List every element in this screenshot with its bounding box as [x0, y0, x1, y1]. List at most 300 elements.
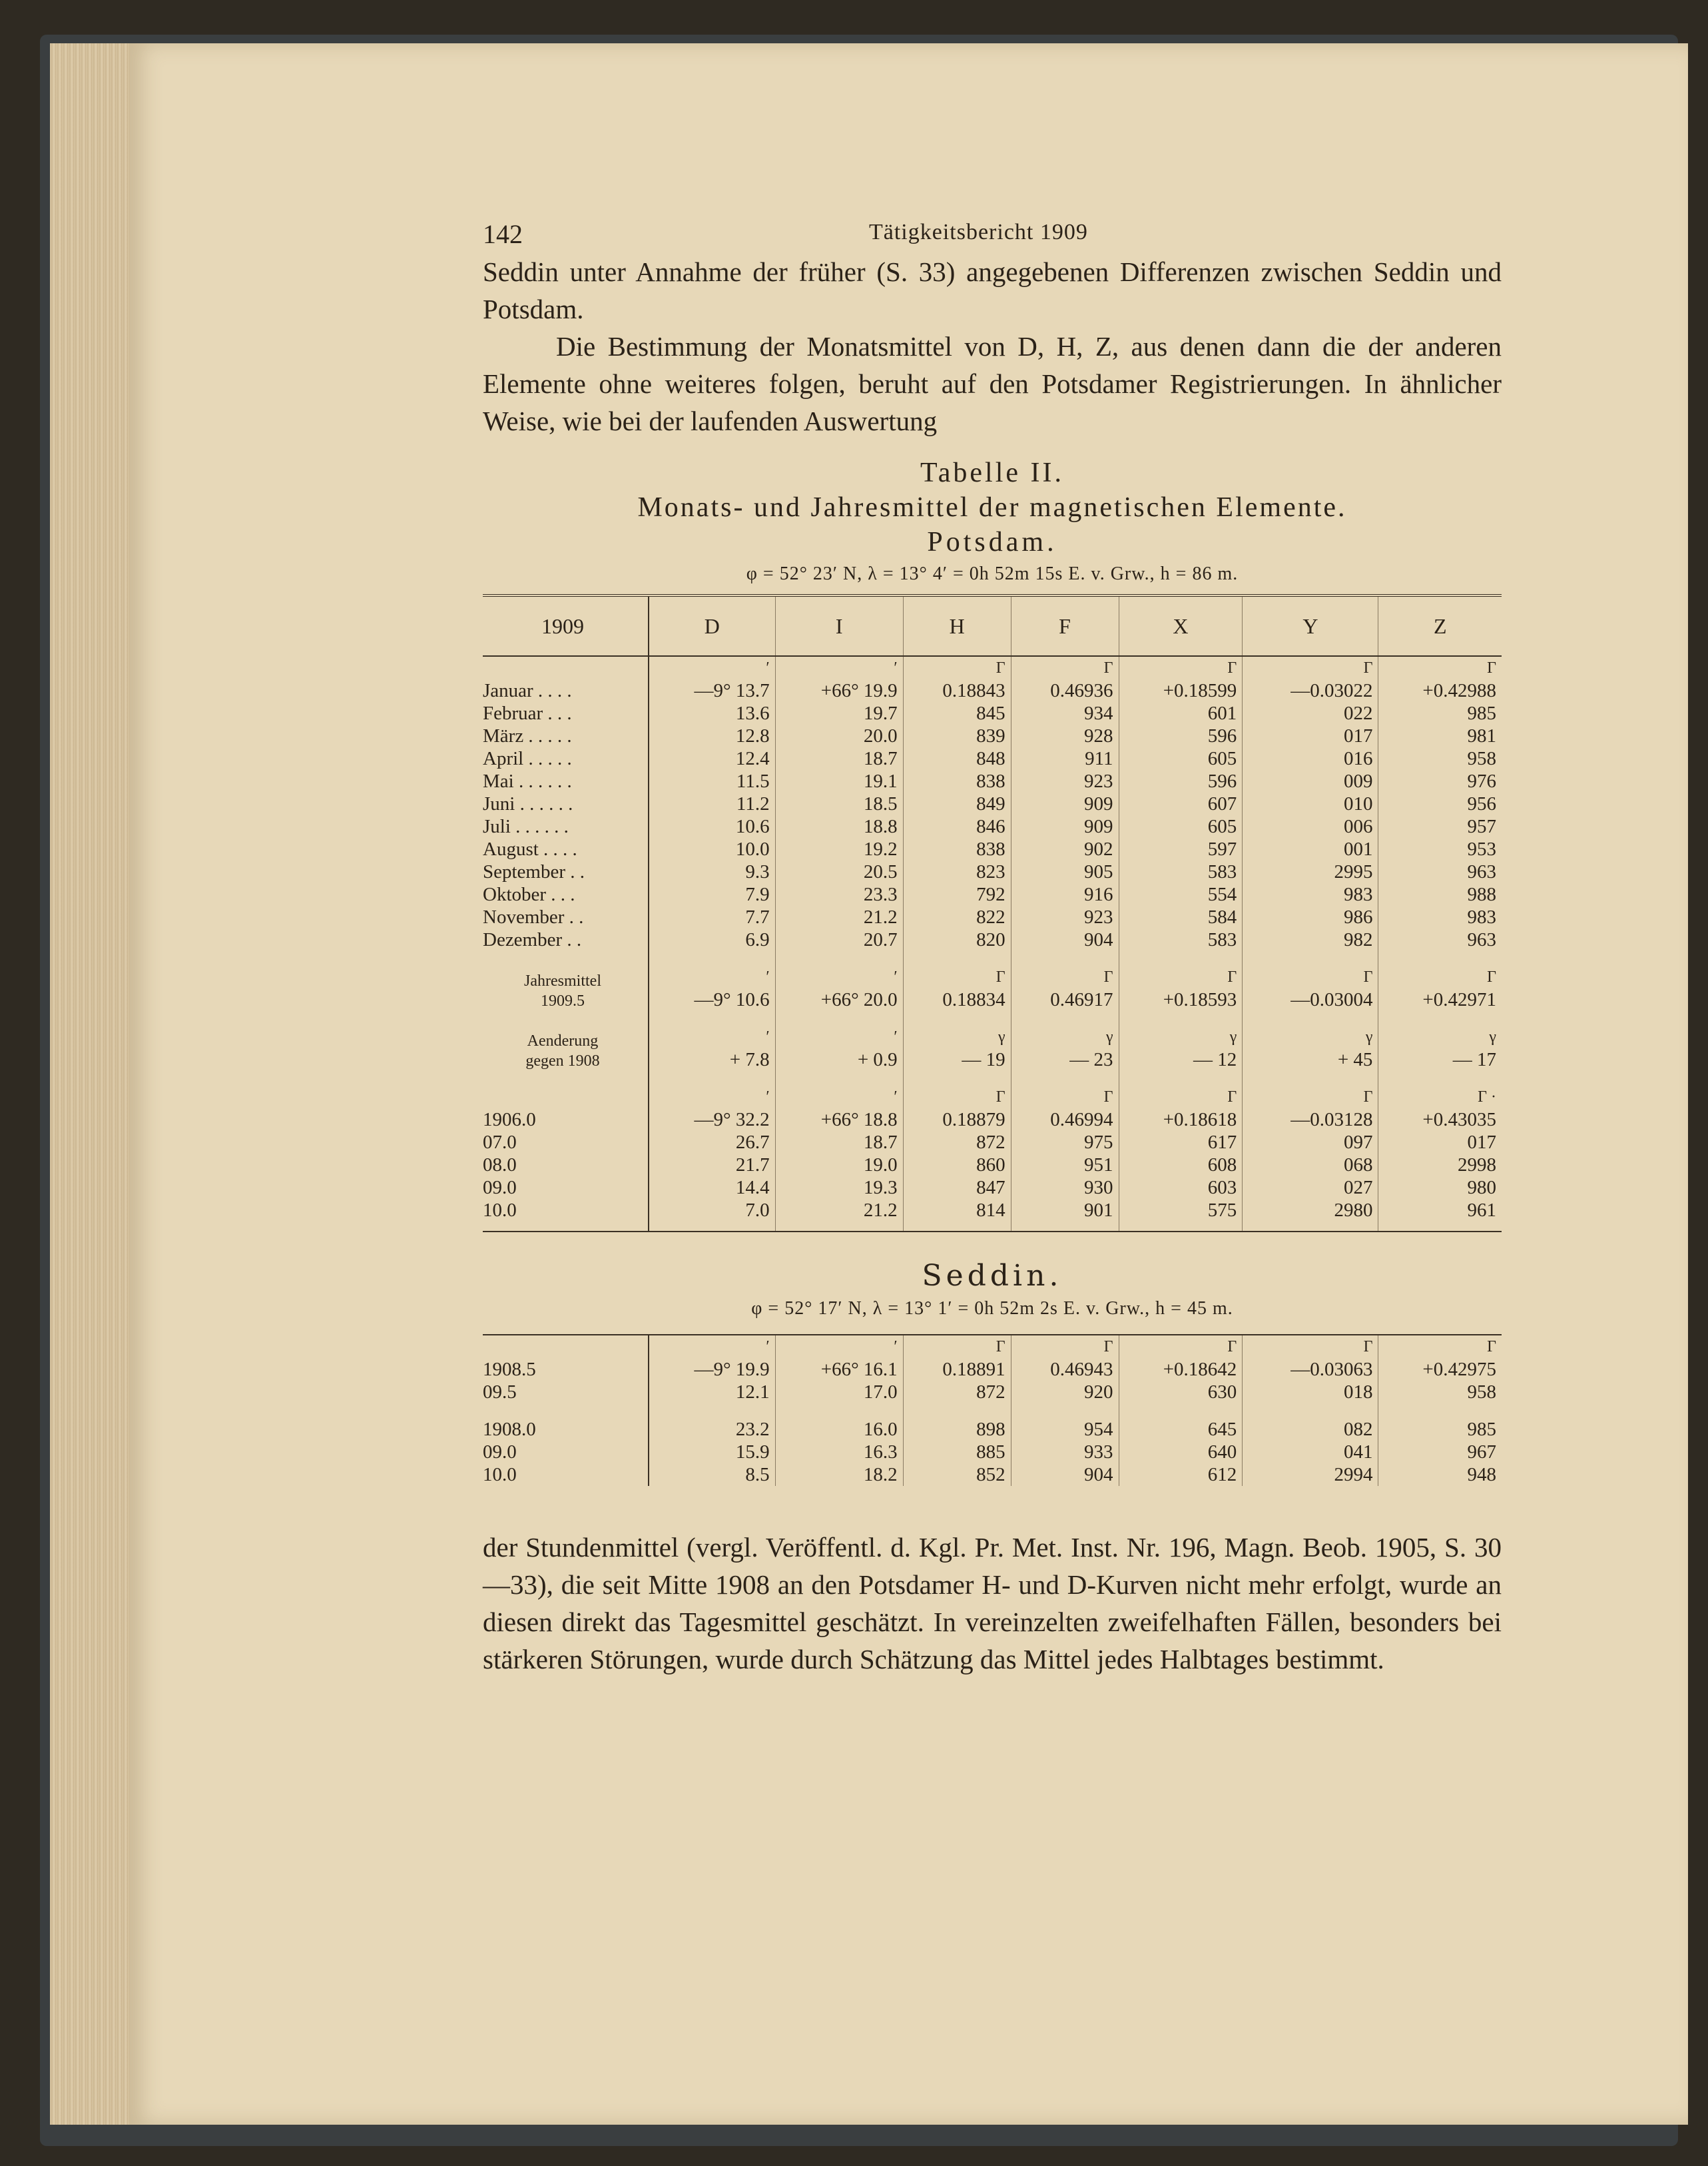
- spacer-cell: [1119, 1222, 1243, 1232]
- table-cell: 911: [1011, 747, 1119, 770]
- value-cell: + 45: [1243, 1048, 1378, 1071]
- annual-mean-row-label: [483, 966, 649, 1011]
- table-cell: 645: [1119, 1418, 1243, 1441]
- table-cell: +66° 18.8: [775, 1108, 903, 1131]
- spacer-cell: [483, 1222, 649, 1232]
- table-cell: 983: [1243, 883, 1378, 906]
- value-cell: +0.42971: [1378, 988, 1502, 1011]
- table-cell: +0.18642: [1119, 1358, 1243, 1381]
- table-cell: 838: [903, 838, 1011, 861]
- annual-mean-row-label-2: 1909.5: [541, 992, 585, 1010]
- table-cell: 097: [1243, 1131, 1378, 1154]
- table-cell: 010: [1243, 793, 1378, 815]
- table-cell: Dezember . .: [483, 929, 582, 950]
- table-cell: 839: [903, 725, 1011, 747]
- station-name: Potsdam.: [927, 527, 1057, 557]
- table-cell: 006: [1243, 815, 1378, 838]
- spacer-cell: [483, 1071, 649, 1086]
- unit-cell: Γ: [1011, 656, 1119, 679]
- table-cell: 0.18879: [903, 1108, 1011, 1131]
- table-cell: 0.46943: [1011, 1358, 1119, 1381]
- table-cell: 23.3: [775, 883, 903, 906]
- table-cell: 583: [1119, 928, 1243, 951]
- table-cell: 2995: [1243, 861, 1378, 883]
- change-row-units: [483, 1026, 1502, 1048]
- month-row: [483, 770, 1502, 793]
- unit-cell: Γ: [1243, 1086, 1378, 1108]
- page-edges: [50, 43, 143, 2125]
- table-cell: 963: [1378, 928, 1502, 951]
- table-cell: Januar . . . .: [483, 680, 572, 701]
- spacer-cell: [775, 1071, 903, 1086]
- table-cell: 19.3: [775, 1176, 903, 1199]
- table-cell: 554: [1119, 883, 1243, 906]
- table-cell: +66° 19.9: [775, 679, 903, 702]
- table-cell: 902: [1011, 838, 1119, 861]
- table-cell: Juni . . . . . .: [483, 793, 573, 815]
- spacer-cell: [483, 1011, 649, 1026]
- table-cell: 608: [1119, 1154, 1243, 1176]
- table-cell: 822: [903, 906, 1011, 928]
- table-cell: 19.1: [775, 770, 903, 793]
- unit-cell: γ: [1243, 1026, 1378, 1048]
- spacer-cell: [1011, 1403, 1119, 1418]
- value-cell: —0.03004: [1243, 988, 1378, 1011]
- unit-cell: γ: [1378, 1026, 1502, 1048]
- unit-cell: [483, 656, 649, 679]
- running-header: [483, 213, 1502, 253]
- spacer-cell: [649, 951, 775, 966]
- spacer-cell: [1243, 1403, 1378, 1418]
- value-cell: —9° 10.6: [649, 988, 775, 1011]
- table-cell: 15.9: [649, 1441, 775, 1463]
- unit-cell: Γ: [1119, 1335, 1243, 1358]
- table-cell: Februar . . .: [483, 703, 572, 724]
- table-cell: 923: [1011, 770, 1119, 793]
- row-gap: [483, 1011, 1502, 1026]
- unit-cell: γ: [903, 1026, 1011, 1048]
- spacer-cell: [1378, 951, 1502, 966]
- table-cell: 09.0: [483, 1441, 517, 1463]
- table-cell: 933: [1011, 1441, 1119, 1463]
- unit-cell: Γ: [1011, 1086, 1119, 1108]
- spacer-cell: [1378, 1071, 1502, 1086]
- seddin-unit-row: [483, 1335, 1502, 1358]
- table-cell: 1908.0: [483, 1419, 536, 1440]
- value-cell: — 19: [903, 1048, 1011, 1071]
- spacer-cell: [903, 951, 1011, 966]
- table-cell: 11.2: [649, 793, 775, 815]
- page-content: [483, 213, 1502, 1678]
- seddin-coordinates: φ = 52° 17′ N, λ = 13° 1′ = 0h 52m 2s E. v. Grw., h = 45 m.: [751, 1298, 1233, 1319]
- table-cell: 10.0: [649, 838, 775, 861]
- unit-cell: ′: [649, 1335, 775, 1358]
- value-cell: + 7.8: [649, 1048, 775, 1071]
- seddin-row: [483, 1441, 1502, 1463]
- month-row: [483, 906, 1502, 928]
- table-cell: 605: [1119, 815, 1243, 838]
- month-row: [483, 815, 1502, 838]
- table-cell: 07.0: [483, 1132, 517, 1153]
- seddin-row: [483, 1463, 1502, 1486]
- table-cell: 985: [1378, 702, 1502, 725]
- spacer-cell: [649, 1403, 775, 1418]
- table-cell: 630: [1119, 1381, 1243, 1403]
- table-cell: —9° 32.2: [649, 1108, 775, 1131]
- table-cell: 18.2: [775, 1463, 903, 1486]
- column-header: F: [1011, 597, 1119, 656]
- unit-cell: ′: [775, 1335, 903, 1358]
- table-cell: 792: [903, 883, 1011, 906]
- spacer-cell: [1119, 1011, 1243, 1026]
- table-cell: 08.0: [483, 1154, 517, 1176]
- table-cell: 846: [903, 815, 1011, 838]
- month-row: [483, 679, 1502, 702]
- table-cell: 640: [1119, 1441, 1243, 1463]
- table-cell: 10.0: [483, 1200, 517, 1221]
- table-cell: 18.7: [775, 747, 903, 770]
- table-cell: 934: [1011, 702, 1119, 725]
- month-row: [483, 928, 1502, 951]
- table-cell: März . . . . .: [483, 725, 572, 747]
- table-cell: 848: [903, 747, 1011, 770]
- spacer-cell: [1243, 1222, 1378, 1232]
- spacer-cell: [903, 1011, 1011, 1026]
- spacer-cell: [1378, 1222, 1502, 1232]
- table-cell: 16.0: [775, 1418, 903, 1441]
- table-cell: 26.7: [649, 1131, 775, 1154]
- spacer-cell: [649, 1071, 775, 1086]
- column-header: Y: [1243, 597, 1378, 656]
- spacer-cell: [1119, 951, 1243, 966]
- value-cell: 0.46917: [1011, 988, 1119, 1011]
- year-row: [483, 1154, 1502, 1176]
- table-cell: 956: [1378, 793, 1502, 815]
- table-cell: 583: [1119, 861, 1243, 883]
- seddin-row: [483, 1358, 1502, 1381]
- unit-cell: Γ: [1011, 966, 1119, 988]
- table-cell: 1908.5: [483, 1359, 536, 1380]
- table-cell: 981: [1378, 725, 1502, 747]
- unit-cell: Γ ·: [1378, 1086, 1502, 1108]
- table-cell: 601: [1119, 702, 1243, 725]
- unit-cell: Γ: [903, 1335, 1011, 1358]
- table-cell: 2998: [1378, 1154, 1502, 1176]
- unit-cell: Γ: [903, 656, 1011, 679]
- table-cell: 849: [903, 793, 1011, 815]
- spacer-cell: [775, 951, 903, 966]
- page-number: 142: [483, 219, 523, 249]
- table-cell: 958: [1378, 1381, 1502, 1403]
- table-cell: Mai . . . . . .: [483, 771, 572, 792]
- table-cell: 11.5: [649, 770, 775, 793]
- table-cell: 845: [903, 702, 1011, 725]
- table-cell: 838: [903, 770, 1011, 793]
- spacer-cell: [1378, 1403, 1502, 1418]
- table-cell: 967: [1378, 1441, 1502, 1463]
- table-cell: 872: [903, 1381, 1011, 1403]
- unit-cell: Γ: [903, 966, 1011, 988]
- unit-cell: [483, 1086, 649, 1108]
- table-cell: +0.18599: [1119, 679, 1243, 702]
- spacer-cell: [1011, 1222, 1119, 1232]
- table-cell: 928: [1011, 725, 1119, 747]
- column-header: X: [1119, 597, 1243, 656]
- table-cell: 022: [1243, 702, 1378, 725]
- running-title: Tätigkeitsbericht 1909: [869, 220, 1088, 244]
- table-cell: —0.03022: [1243, 679, 1378, 702]
- table-bottom-rule: [483, 1222, 1502, 1232]
- table-cell: 885: [903, 1441, 1011, 1463]
- unit-cell: Γ: [1243, 656, 1378, 679]
- table-cell: 605: [1119, 747, 1243, 770]
- year-row: [483, 1108, 1502, 1131]
- table-cell: April . . . . .: [483, 748, 572, 769]
- seddin-row: [483, 1381, 1502, 1403]
- table-cell: 985: [1378, 1418, 1502, 1441]
- spacer-cell: [903, 1071, 1011, 1086]
- spacer-cell: [1011, 951, 1119, 966]
- yearly-unit-row: [483, 1086, 1502, 1108]
- table-cell: 823: [903, 861, 1011, 883]
- unit-cell: Γ: [1243, 1335, 1378, 1358]
- unit-cell: [483, 1335, 649, 1358]
- value-cell: 0.18834: [903, 988, 1011, 1011]
- table-cell: +0.18618: [1119, 1108, 1243, 1131]
- table-cell: 009: [1243, 770, 1378, 793]
- table-cell: 920: [1011, 1381, 1119, 1403]
- table-cell: 986: [1243, 906, 1378, 928]
- table-cell: 901: [1011, 1199, 1119, 1222]
- spacer-cell: [483, 1403, 649, 1418]
- unit-cell: ′: [775, 966, 903, 988]
- month-row: [483, 747, 1502, 770]
- unit-row: [483, 656, 1502, 679]
- table-cell: 930: [1011, 1176, 1119, 1199]
- table-cell: 09.0: [483, 1177, 517, 1198]
- table-cell: 7.0: [649, 1199, 775, 1222]
- table-cell: +0.43035: [1378, 1108, 1502, 1131]
- table-cell: 0.18891: [903, 1358, 1011, 1381]
- table-cell: 10.0: [483, 1464, 517, 1485]
- change-row-label: [483, 1026, 649, 1071]
- spacer-cell: [1243, 1071, 1378, 1086]
- table-cell: 8.5: [649, 1463, 775, 1486]
- table-cell: 951: [1011, 1154, 1119, 1176]
- table-cell: 10.6: [649, 815, 775, 838]
- station-coordinates: φ = 52° 23′ N, λ = 13° 4′ = 0h 52m 15s E. v. Grw., h = 86 m.: [746, 563, 1239, 584]
- unit-cell: ′: [775, 1086, 903, 1108]
- spacer-cell: [1011, 1011, 1119, 1026]
- table-cell: 12.8: [649, 725, 775, 747]
- table-cell: 19.2: [775, 838, 903, 861]
- table-cell: 975: [1011, 1131, 1119, 1154]
- table-cell: 0.18843: [903, 679, 1011, 702]
- spacer-cell: [649, 1222, 775, 1232]
- table-cell: 082: [1243, 1418, 1378, 1441]
- table-cell: 982: [1243, 928, 1378, 951]
- spacer-cell: [903, 1222, 1011, 1232]
- unit-cell: ′: [775, 1026, 903, 1048]
- table-cell: 575: [1119, 1199, 1243, 1222]
- table-cell: +0.42988: [1378, 679, 1502, 702]
- table-cell: 17.0: [775, 1381, 903, 1403]
- table-cell: 961: [1378, 1199, 1502, 1222]
- table-cell: 820: [903, 928, 1011, 951]
- month-row: [483, 883, 1502, 906]
- spacer-cell: [1119, 1403, 1243, 1418]
- table-cell: 904: [1011, 1463, 1119, 1486]
- table-cell: —9° 19.9: [649, 1358, 775, 1381]
- table-cell: 983: [1378, 906, 1502, 928]
- table-cell: 963: [1378, 861, 1502, 883]
- table-cell: 847: [903, 1176, 1011, 1199]
- spacer-cell: [1119, 1071, 1243, 1086]
- table-cell: 041: [1243, 1441, 1378, 1463]
- table-cell: 2994: [1243, 1463, 1378, 1486]
- month-row: [483, 793, 1502, 815]
- table-cell: Juli . . . . . .: [483, 816, 569, 837]
- table-cell: 0.46994: [1011, 1108, 1119, 1131]
- month-row: [483, 702, 1502, 725]
- table-title: Tabelle II.: [920, 458, 1064, 488]
- spacer-cell: [649, 1011, 775, 1026]
- table-cell: 19.7: [775, 702, 903, 725]
- value-cell: — 23: [1011, 1048, 1119, 1071]
- table-cell: —0.03063: [1243, 1358, 1378, 1381]
- table-cell: 584: [1119, 906, 1243, 928]
- table-cell: 21.2: [775, 1199, 903, 1222]
- table-cell: 2980: [1243, 1199, 1378, 1222]
- value-cell: +66° 20.0: [775, 988, 903, 1011]
- table-cell: 923: [1011, 906, 1119, 928]
- table-cell: 814: [903, 1199, 1011, 1222]
- table-cell: 954: [1011, 1418, 1119, 1441]
- table-cell: 958: [1378, 747, 1502, 770]
- table-cell: 09.5: [483, 1381, 517, 1403]
- unit-cell: Γ: [1119, 656, 1243, 679]
- table-cell: 12.4: [649, 747, 775, 770]
- year-row: [483, 1199, 1502, 1222]
- potsdam-table: [483, 597, 1502, 1232]
- table-cell: 607: [1119, 793, 1243, 815]
- table-cell: +66° 16.1: [775, 1358, 903, 1381]
- unit-cell: γ: [1011, 1026, 1119, 1048]
- spacer-cell: [775, 1011, 903, 1026]
- table-cell: September . .: [483, 861, 585, 883]
- table-cell: 7.7: [649, 906, 775, 928]
- table-cell: 948: [1378, 1463, 1502, 1486]
- table-cell: 20.0: [775, 725, 903, 747]
- table-cell: 018: [1243, 1381, 1378, 1403]
- table-cell: +0.42975: [1378, 1358, 1502, 1381]
- row-gap: [483, 951, 1502, 966]
- unit-cell: ′: [649, 966, 775, 988]
- unit-cell: Γ: [1119, 1086, 1243, 1108]
- header-row: [483, 597, 1502, 656]
- value-cell: — 12: [1119, 1048, 1243, 1071]
- table-cell: 18.8: [775, 815, 903, 838]
- change-row-label-2: gegen 1908: [525, 1052, 600, 1070]
- table-cell: 23.2: [649, 1418, 775, 1441]
- change-row-label-1: Aenderung: [527, 1032, 599, 1050]
- table-cell: 13.6: [649, 702, 775, 725]
- unit-cell: Γ: [1378, 656, 1502, 679]
- table-cell: 905: [1011, 861, 1119, 883]
- spacer-cell: [483, 951, 649, 966]
- table-cell: August . . . .: [483, 839, 577, 860]
- table-cell: 20.5: [775, 861, 903, 883]
- spacer-cell: [1243, 1011, 1378, 1026]
- intro-paragraph-1: Seddin unter Annahme der früher (S. 33) angegebenen Differenzen zwischen Seddin und Potsdam.: [483, 256, 1502, 324]
- value-cell: + 0.9: [775, 1048, 903, 1071]
- unit-cell: ′: [649, 1086, 775, 1108]
- table-cell: 612: [1119, 1463, 1243, 1486]
- table-cell: 9.3: [649, 861, 775, 883]
- unit-cell: γ: [1119, 1026, 1243, 1048]
- table-cell: 0.46936: [1011, 679, 1119, 702]
- table-cell: 16.3: [775, 1441, 903, 1463]
- table-cell: 12.1: [649, 1381, 775, 1403]
- table-cell: 980: [1378, 1176, 1502, 1199]
- seddin-table: [483, 1334, 1502, 1486]
- table-cell: 027: [1243, 1176, 1378, 1199]
- table-cell: 068: [1243, 1154, 1378, 1176]
- table-cell: 852: [903, 1463, 1011, 1486]
- table-cell: Oktober . . .: [483, 884, 575, 905]
- value-cell: — 17: [1378, 1048, 1502, 1071]
- table-cell: 016: [1243, 747, 1378, 770]
- table-cell: 976: [1378, 770, 1502, 793]
- unit-cell: ′: [649, 1026, 775, 1048]
- table-cell: 596: [1119, 770, 1243, 793]
- unit-cell: Γ: [1243, 966, 1378, 988]
- table-cell: 909: [1011, 793, 1119, 815]
- seddin-title: Seddin.: [922, 1259, 1063, 1293]
- month-row: [483, 861, 1502, 883]
- table-cell: 6.9: [649, 928, 775, 951]
- unit-cell: Γ: [1378, 966, 1502, 988]
- table-cell: 18.7: [775, 1131, 903, 1154]
- annual-mean-row-units: [483, 966, 1502, 988]
- table-cell: 21.2: [775, 906, 903, 928]
- table-cell: 603: [1119, 1176, 1243, 1199]
- table-cell: 18.5: [775, 793, 903, 815]
- row-gap: [483, 1403, 1502, 1418]
- table-cell: 14.4: [649, 1176, 775, 1199]
- unit-cell: ′: [649, 656, 775, 679]
- table-cell: 597: [1119, 838, 1243, 861]
- column-header: H: [903, 597, 1011, 656]
- year-row: [483, 1131, 1502, 1154]
- table-cell: 017: [1378, 1131, 1502, 1154]
- month-row: [483, 838, 1502, 861]
- table-cell: 001: [1243, 838, 1378, 861]
- table-cell: 860: [903, 1154, 1011, 1176]
- table-cell: 904: [1011, 928, 1119, 951]
- spacer-cell: [1011, 1071, 1119, 1086]
- unit-cell: Γ: [1011, 1335, 1119, 1358]
- column-header: I: [775, 597, 903, 656]
- table-cell: 916: [1011, 883, 1119, 906]
- table-cell: 20.7: [775, 928, 903, 951]
- table-cell: 953: [1378, 838, 1502, 861]
- table-cell: 617: [1119, 1131, 1243, 1154]
- table-cell: 898: [903, 1418, 1011, 1441]
- table-cell: 017: [1243, 725, 1378, 747]
- spacer-cell: [903, 1403, 1011, 1418]
- seddin-row: [483, 1418, 1502, 1441]
